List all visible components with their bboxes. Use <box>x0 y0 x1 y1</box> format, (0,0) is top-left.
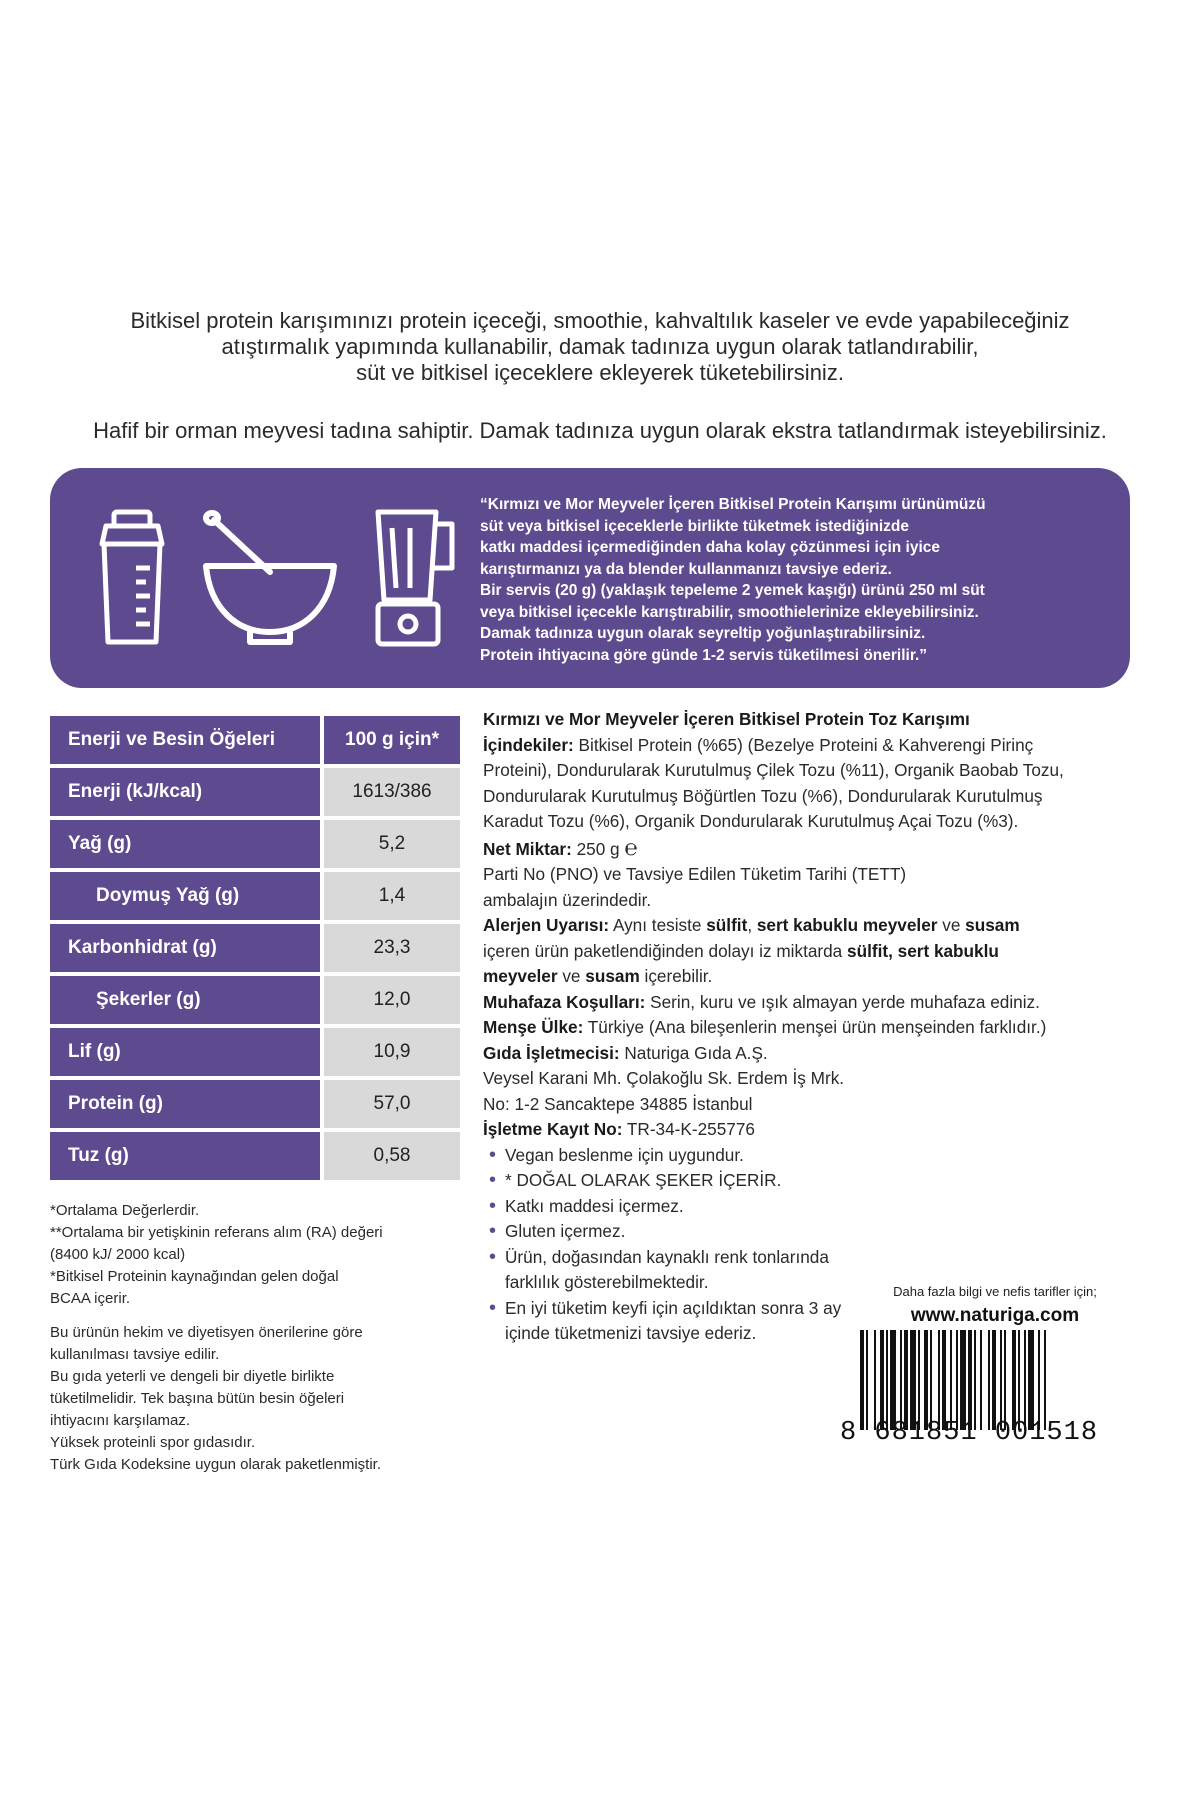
barcode-bar <box>866 1330 868 1430</box>
barcode-bar <box>904 1330 908 1430</box>
barcode-bar <box>1024 1330 1026 1430</box>
barcode-icon <box>860 1330 1110 1430</box>
list-item: • Vegan beslenme için uygundur. <box>483 1143 865 1169</box>
instruction-line: katkı maddesi içermediğinden daha kolay çözünmesi için iyice <box>480 539 941 556</box>
barcode-bar <box>886 1330 888 1430</box>
food-operator <box>483 1041 1163 1067</box>
instruction-line: karıştırmanızı ya da blender kullanmanızı tavsiye ederiz. <box>480 560 892 578</box>
nutrient-value: 0,58 <box>324 1132 460 1180</box>
list-item: • Ürün, doğasından kaynaklı renk tonlarında farklılık gösterebilmektedir. <box>483 1245 865 1296</box>
header-per-100g: 100 g için* <box>324 716 460 764</box>
ingredients-text: Karadut Tozu (%6), Organik Dondurularak Kurutulmuş Açai Tozu (%3). <box>483 811 1019 831</box>
nutrient-name: Protein (g) <box>50 1080 324 1128</box>
footnote: kullanılması tavsiye edilir. <box>50 1346 220 1363</box>
product-title: Kırmızı ve Mor Meyveler İçeren Bitkisel Protein Toz Karışımı <box>483 709 970 729</box>
nutrient-value: 23,3 <box>324 924 460 972</box>
table-row <box>50 768 460 816</box>
instruction-line: süt veya bitkisel içeceklerle birlikte tüketmek istediğinizde <box>480 517 910 535</box>
barcode-bar <box>1038 1330 1040 1430</box>
instruction-line: Bir servis (20 g) (yaklaşık tepeleme 2 yemek kaşığı) ürünü 250 ml süt <box>480 582 985 599</box>
ingredients <box>483 733 1163 759</box>
more-info-caption: Daha fazla bilgi ve nefis tarifler için; <box>893 1284 1097 1299</box>
country-of-origin <box>483 1015 1163 1041</box>
footnote: *Ortalama Değerlerdir. <box>50 1202 200 1219</box>
barcode-bar <box>956 1330 958 1430</box>
nutrient-value: 1,4 <box>324 872 460 920</box>
barcode-bar <box>1028 1330 1034 1430</box>
allergen-warning <box>483 939 1163 965</box>
table-row <box>50 1028 460 1076</box>
allergen-text: içerebilir. <box>644 966 713 986</box>
barcode-number: 8 681851 001518 <box>840 1418 1099 1448</box>
origin-value: Türkiye (Ana bileşenlerin menşei ürün menşeinden farklıdır.) <box>587 1017 1047 1037</box>
header-nutrients: Enerji ve Besin Öğeleri <box>50 716 324 764</box>
allergen-item: susam <box>585 966 640 986</box>
blender-icon <box>370 508 460 648</box>
barcode-bar <box>910 1330 916 1430</box>
ingredients-text: Dondurularak Kurutulmuş Böğürtlen Tozu (%6), Dondurularak Kurutulmuş <box>483 785 1043 806</box>
footnote: ihtiyacını karşılamaz. <box>50 1412 191 1429</box>
net-quantity <box>483 835 1163 863</box>
list-item: • Katkı maddesi içermez. <box>483 1194 865 1220</box>
allergen-text: içeren ürün paketlendiğinden dolayı iz miktarda <box>483 940 843 961</box>
registration-number <box>483 1117 1163 1143</box>
barcode-bar <box>880 1330 884 1430</box>
instruction-line: “Kırmızı ve Mor Meyveler İçeren Bitkisel Protein Karışımı ürünümüzü <box>480 496 986 513</box>
footnote: tüketilmelidir. Tek başına bütün besin öğeleri <box>50 1390 345 1407</box>
ingredients-text: Bitkisel Protein (%65) (Bezelye Proteini & Kahverengi Pirinç <box>578 734 1034 755</box>
usage-icons <box>80 508 480 658</box>
barcode-bar <box>1000 1330 1002 1430</box>
estimated-sign-icon: ℮ <box>624 834 638 860</box>
intro-line: süt ve bitkisel içeceklere ekleyerek tüketebilirsiniz. <box>356 360 844 385</box>
nutrient-name: Karbonhidrat (g) <box>50 924 324 972</box>
usage-instructions <box>480 494 1110 666</box>
nutrient-name: Enerji (kJ/kcal) <box>50 768 324 816</box>
intro-line: Bitkisel protein karışımınızı protein içeceği, smoothie, kahvaltılık kaseler ve evde yapabileceğiniz <box>130 308 1070 333</box>
ingredients-label: İçindekiler: <box>483 734 574 755</box>
allergen-text: ve <box>562 966 581 986</box>
address: Veysel Karani Mh. Çolakoğlu Sk. Erdem İş Mrk. <box>483 1068 845 1088</box>
allergen-item: susam <box>965 915 1020 935</box>
table-row <box>50 820 460 868</box>
allergen-text: ve <box>942 915 961 935</box>
allergen-warning <box>483 964 1163 990</box>
footnote: *Bitkisel Proteinin kaynağından gelen doğal <box>50 1268 339 1285</box>
barcode-bar <box>900 1330 902 1430</box>
lot-info: ambalajın üzerindedir. <box>483 889 652 910</box>
barcode-bar <box>1012 1330 1016 1430</box>
shaker-bottle-icon <box>92 508 172 648</box>
registration-value: TR-34-K-255776 <box>626 1119 755 1139</box>
barcode-bar <box>930 1330 932 1430</box>
footnote: Yüksek proteinli spor gıdasıdır. <box>50 1434 256 1451</box>
barcode-bar <box>918 1330 920 1430</box>
barcode-bar <box>942 1330 946 1430</box>
website-link[interactable]: www.naturiga.com <box>910 1305 1080 1326</box>
allergen-text: Aynı tesiste <box>612 915 702 935</box>
barcode-bar <box>974 1330 976 1430</box>
barcode-bar <box>938 1330 940 1430</box>
address: No: 1-2 Sancaktepe 34885 İstanbul <box>483 1093 753 1114</box>
nutrient-name: Lif (g) <box>50 1028 324 1076</box>
list-item: • * DOĞAL OLARAK ŞEKER İÇERİR. <box>483 1168 865 1194</box>
table-row <box>50 1080 460 1128</box>
barcode-bar <box>890 1330 896 1430</box>
nutrient-name: Doymuş Yağ (g) <box>50 872 324 920</box>
allergen-item: sülfit <box>706 915 748 935</box>
instruction-line: Damak tadınıza uygun olarak seyreltip yoğunlaştırabilirsiniz. <box>480 625 926 642</box>
footnote: (8400 kJ/ 2000 kcal) <box>50 1246 186 1263</box>
bowl-spoon-icon <box>200 508 340 648</box>
lot-info: Parti No (PNO) ve Tavsiye Edilen Tüketim Tarihi (TETT) <box>483 864 907 884</box>
allergen-label: Alerjen Uyarısı: <box>483 915 610 935</box>
registration-label: İşletme Kayıt No: <box>483 1119 623 1139</box>
intro-line: atıştırmalık yapımında kullanabilir, damak tadınıza uygun olarak tatlandırabilir, <box>221 334 979 359</box>
barcode-bar <box>860 1330 864 1430</box>
table-row <box>50 924 460 972</box>
footnote: BCAA içerir. <box>50 1290 131 1307</box>
barcode-bar <box>874 1330 876 1430</box>
storage-value: Serin, kuru ve ışık almayan yerde muhafaza ediniz. <box>650 991 1040 1012</box>
table-header-row <box>50 716 460 764</box>
footnote: Bu gıda yeterli ve dengeli bir diyetle birlikte <box>50 1368 335 1385</box>
nutrient-name: Tuz (g) <box>50 1132 324 1180</box>
footnotes <box>50 1200 450 1476</box>
nutrient-name: Yağ (g) <box>50 820 324 868</box>
barcode-bar <box>992 1330 996 1430</box>
instruction-line: Protein ihtiyacına göre günde 1-2 servis tüketilmesi önerilir.” <box>480 646 928 664</box>
barcode-bar <box>924 1330 928 1430</box>
list-item: • En iyi tüketim keyfi için açıldıktan sonra 3 ay içinde tüketmenizi tavsiye ederiz. <box>483 1296 865 1347</box>
ingredients-text: Proteini), Dondurularak Kurutulmuş Çilek Tozu (%11), Organik Baobab Tozu, <box>483 760 1064 780</box>
nutrition-table <box>50 712 460 1184</box>
table-row <box>50 872 460 920</box>
barcode-bar <box>1044 1330 1046 1430</box>
allergen-warning <box>483 913 1163 939</box>
storage-label: Muhafaza Koşulları: <box>483 991 646 1012</box>
allergen-item: sülfit, sert kabuklu <box>847 940 999 961</box>
operator-label: Gıda İşletmecisi: <box>483 1042 620 1063</box>
nutrient-value: 5,2 <box>324 820 460 868</box>
nutrient-value: 1613/386 <box>324 768 460 816</box>
barcode-bar <box>1004 1330 1006 1430</box>
instruction-line: veya bitkisel içecekle karıştırabilir, smoothielerinize ekleyebilirsiniz. <box>480 603 979 621</box>
nutrient-value: 12,0 <box>324 976 460 1024</box>
barcode-bar <box>980 1330 982 1430</box>
usage-banner <box>50 468 1130 688</box>
intro-text <box>60 308 1140 444</box>
net-label: Net Miktar: <box>483 838 572 859</box>
product-info <box>483 707 1163 1347</box>
net-value: 250 g <box>576 838 620 859</box>
barcode-bar <box>988 1330 990 1430</box>
table-row <box>50 1132 460 1180</box>
footnote: Türk Gıda Kodeksine uygun olarak paketlenmiştir. <box>50 1456 382 1473</box>
nutrient-value: 10,9 <box>324 1028 460 1076</box>
barcode-bar <box>960 1330 966 1430</box>
barcode-bar <box>968 1330 972 1430</box>
intro-taste-line: Hafif bir orman meyvesi tadına sahiptir. Damak tadınıza uygun olarak ekstra tatlandırmak isteyebilirsiniz. <box>93 418 1107 443</box>
footnote: Bu ürünün hekim ve diyetisyen önerilerine göre <box>50 1324 363 1341</box>
nutrient-value: 57,0 <box>324 1080 460 1128</box>
table-row <box>50 976 460 1024</box>
footnote: **Ortalama bir yetişkinin referans alım (RA) değeri <box>50 1224 383 1241</box>
barcode-bar <box>1018 1330 1020 1430</box>
allergen-item: meyveler <box>483 966 558 986</box>
allergen-text: , <box>747 915 753 935</box>
nutrient-name: Şekerler (g) <box>50 976 324 1024</box>
origin-label: Menşe Ülke: <box>483 1017 584 1037</box>
list-item: • Gluten içermez. <box>483 1219 865 1245</box>
allergen-item: sert kabuklu meyveler <box>756 915 938 935</box>
storage-conditions <box>483 990 1163 1016</box>
barcode-bar <box>950 1330 952 1430</box>
operator-value: Naturiga Gıda A.Ş. <box>624 1042 768 1063</box>
